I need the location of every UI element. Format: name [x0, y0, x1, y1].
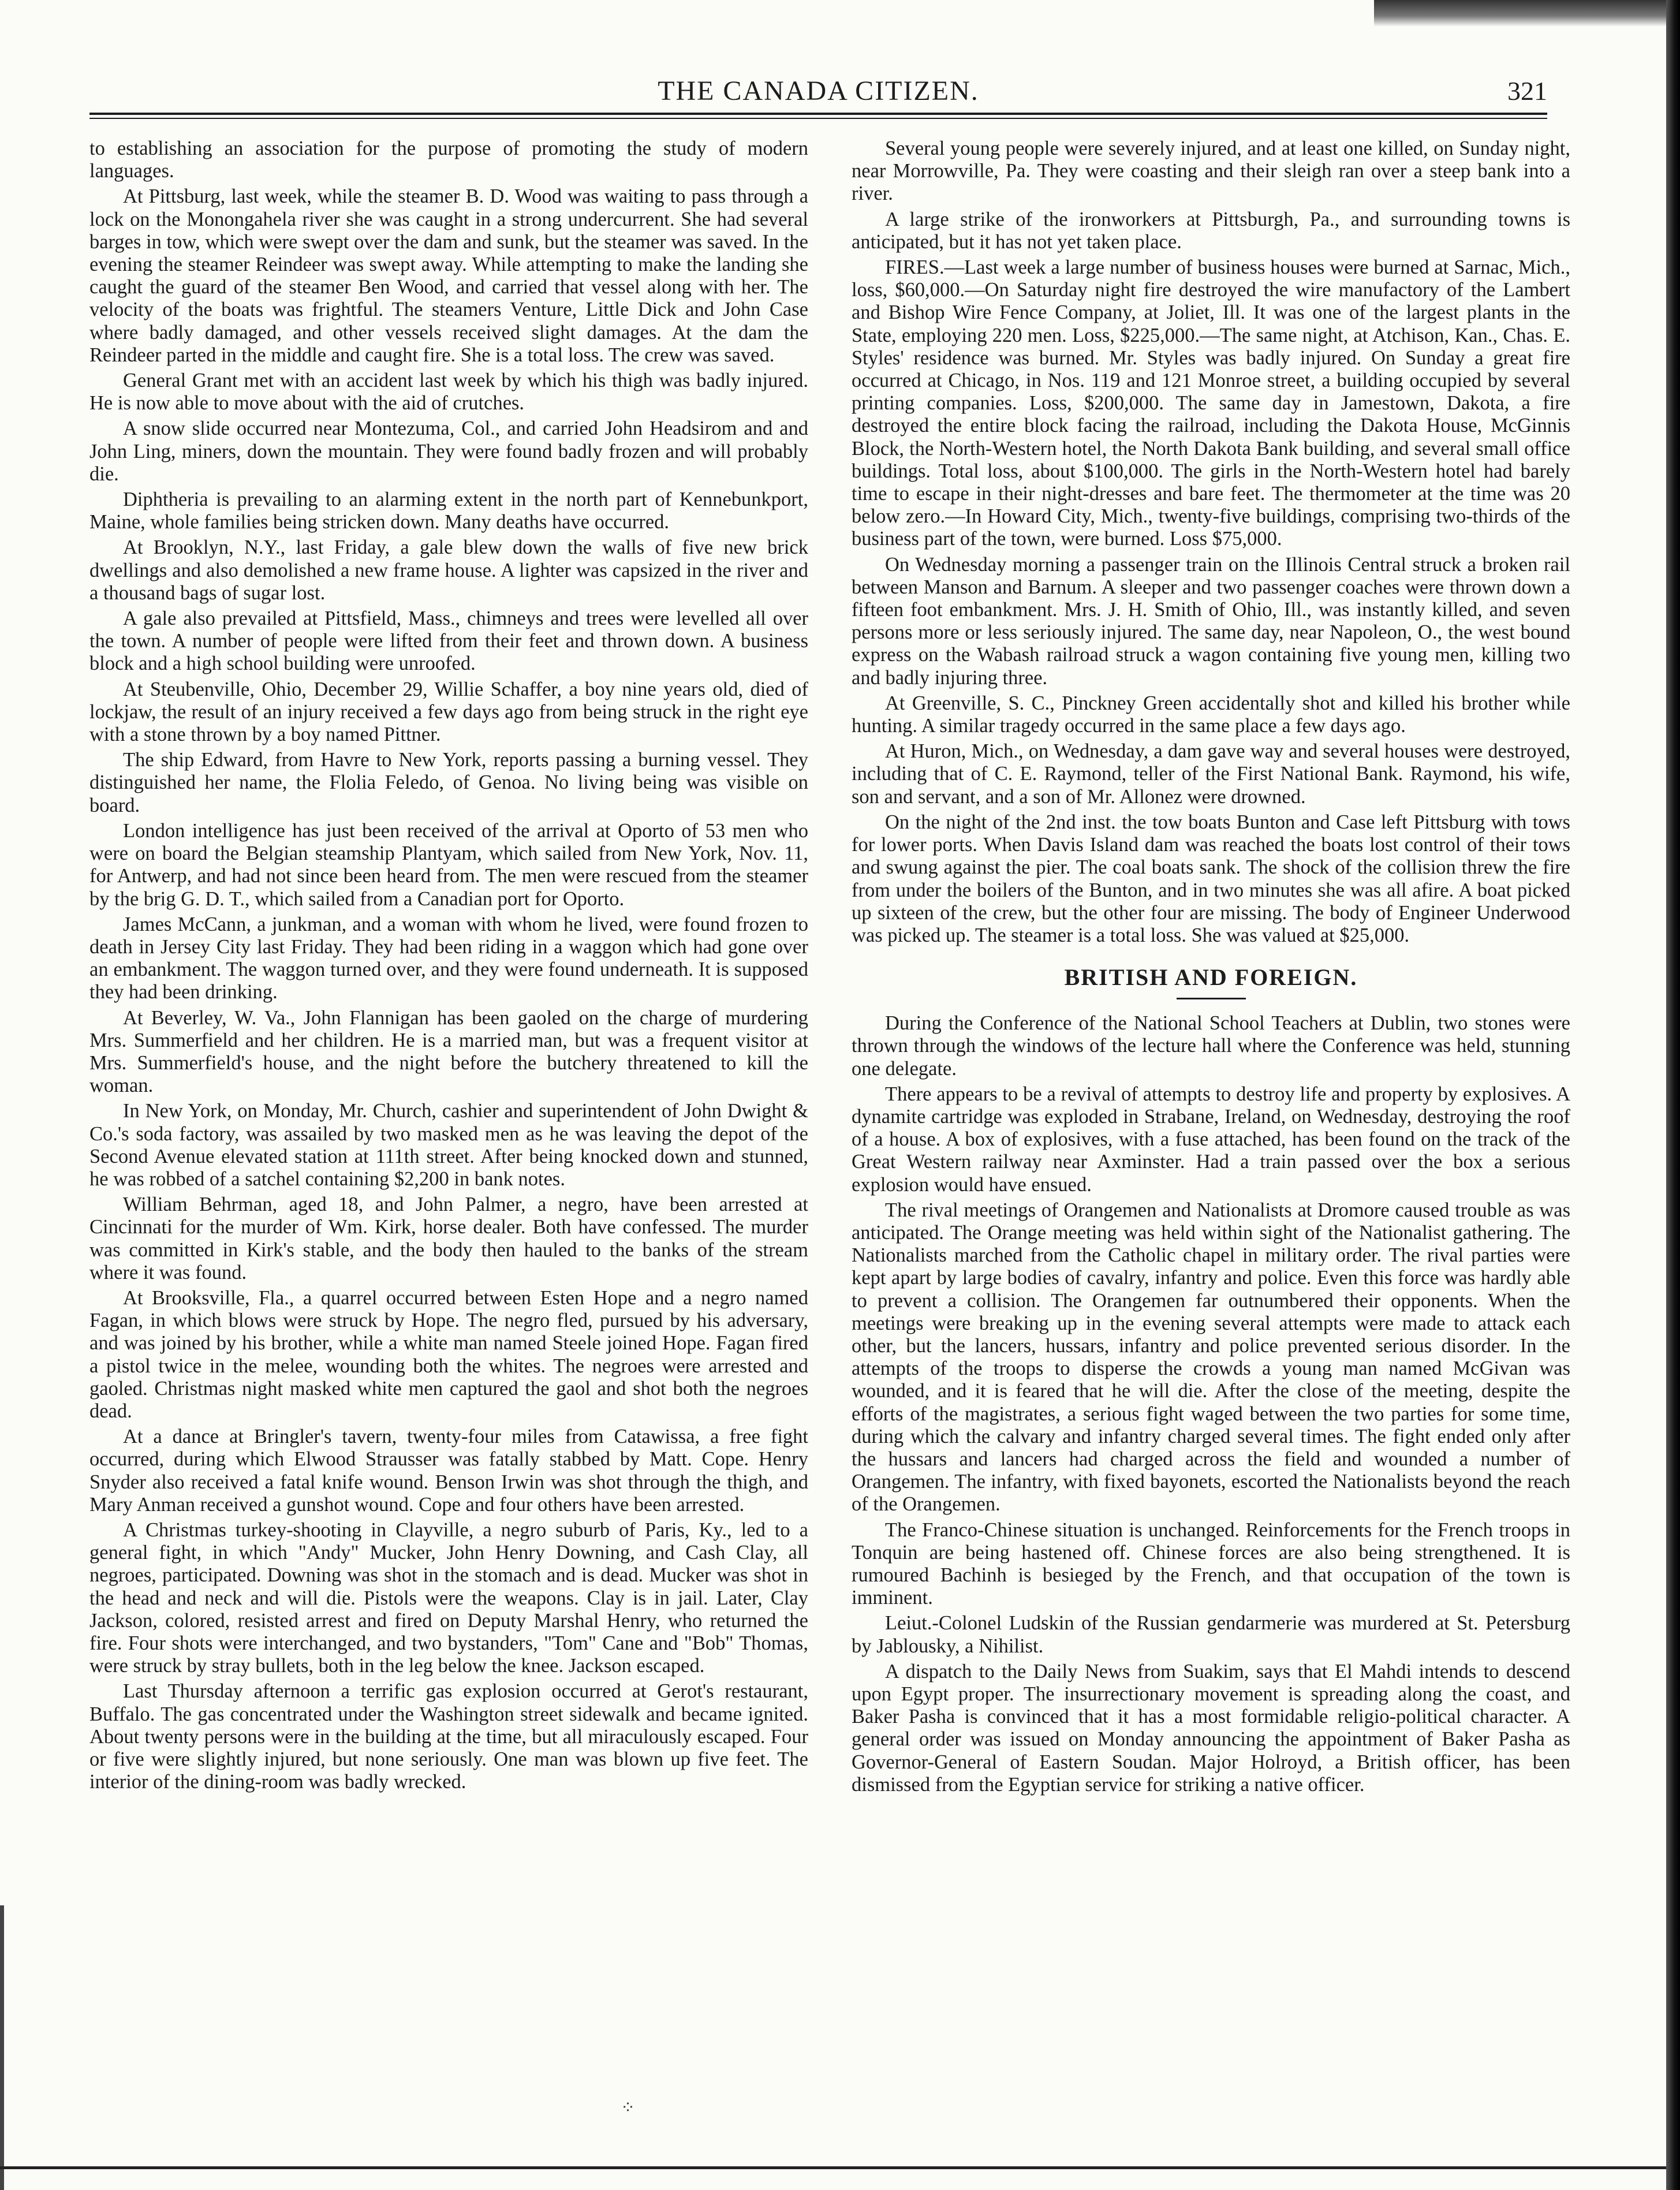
- left-column: [89, 137, 808, 1796]
- paragraph: At Pittsburg, last week, while the steamer B. D. Wood was waiting to pass through a lock on the Monongahela river she was caught in a strong undercurrent. She had several barges in tow, which were swept over the dam and sunk, but the steamer was saved. In the evening the steamer Reindeer was swept away. While attempting to make the landing she caught the guard of the steamer Ben Wood, and carried that vessel along with her. The velocity of the boats was frightful. The steamers Venture, Little Dick and John Case where badly damaged, and other vessels received slight damages. At the dam the Reindeer parted in the middle and caught fire. She is a total loss. The crew was saved.: [89, 185, 808, 366]
- paragraph: At Beverley, W. Va., John Flannigan has been gaoled on the charge of murdering Mrs. Summerfield and her children. He is a married man, but was a frequent visitor at Mrs. Summerfield's house, and the night before the butchery threatened to kill the woman.: [89, 1006, 808, 1097]
- page-number: 321: [1507, 76, 1547, 106]
- running-title: THE CANADA CITIZEN.: [658, 76, 979, 106]
- paragraph: The Franco-Chinese situation is unchanged. Reinforcements for the French troops in Tonquin are being hastened off. Chinese forces are also being strengthened. It is rumoured Bachinh is besieged by the French, and that occupation of the town is imminent.: [852, 1519, 1570, 1609]
- paragraph: On the night of the 2nd inst. the tow boats Bunton and Case left Pittsburg with tows for lower ports. When Davis Island dam was reached the boats lost control of their tows and swung against the pier. The coal boats sank. The shock of the collision threw the fire from under the boilers of the Bunton, and in two minutes she was all afire. A boat picked up sixteen of the crew, but the other four are missing. The body of Engineer Underwood was picked up. The steamer is a total loss. She was valued at $25,000.: [852, 811, 1570, 946]
- paragraph: During the Conference of the National School Teachers at Dublin, two stones were thrown through the windows of the lecture hall where the Conference was held, stunning one delegate.: [852, 1012, 1570, 1080]
- section-rule: [1177, 998, 1246, 999]
- paragraph: At Steubenville, Ohio, December 29, Willie Schaffer, a boy nine years old, died of lockjaw, the result of an injury received a few days ago from being struck in the right eye with a stone thrown by a boy named Pittner.: [89, 678, 808, 746]
- paragraph: A Christmas turkey-shooting in Clayville, a negro suburb of Paris, Ky., led to a general fight, in which "Andy" Mucker, John Henry Downing, and Cash Clay, all negroes, participated. Downing was shot in the stomach and is dead. Mucker was shot in the head and neck and will die. Pistols were the weapons. Clay is in jail. Later, Clay Jackson, colored, resisted arrest and fired on Deputy Marshal Henry, who returned the fire. Four shots were interchanged, and two bystanders, "Tom" Cane and "Bob" Thomas, were struck by stray bullets, both in the leg below the knee. Jackson escaped.: [89, 1519, 808, 1677]
- paragraph: A large strike of the ironworkers at Pittsburgh, Pa., and surrounding towns is anticipated, but it has not yet taken place.: [852, 208, 1570, 253]
- paragraph: to establishing an association for the purpose of promoting the study of modern languages.: [89, 137, 808, 182]
- paragraph: At Brooklyn, N.Y., last Friday, a gale blew down the walls of five new brick dwellings and also demolished a new frame house. A lighter was capsized in the river and a thousand bags of sugar lost.: [89, 536, 808, 604]
- paragraph: The rival meetings of Orangemen and Nationalists at Dromore caused trouble as was anticipated. The Orange meeting was held within sight of the Nationalist gathering. The Nationalists marched from the Catholic chapel in military order. The rival parties were kept apart by large bodies of cavalry, infantry and police. Even this force was hardly able to prevent a collision. The Orangemen far outnumbered their opponents. When the meetings were breaking up in the evening several attempts were made to attack each other, but the lancers, hussars, infantry and police prevented serious disorder. In the attempts of the troops to disperse the crowds a young man named McGivan was wounded, and it is feared that he will die. After the close of the meeting, despite the efforts of the magistrates, a serious fight waged between the two parties for some time, during which the calvary and infantry charged several times. The fight ended only after the hussars and lancers had charged across the field and wounded a number of Orangemen. The infantry, with fixed bayonets, escorted the Nationalists beyond the reach of the Orangemen.: [852, 1199, 1570, 1516]
- paragraph: A dispatch to the Daily News from Suakim, says that El Mahdi intends to descend upon Egypt proper. The insurrectionary movement is spreading along the coast, and Baker Pasha is convinced that it has a most formidable religio-political character. A general order was issued on Monday announcing the appointment of Baker Pasha as Governor-General of Eastern Soudan. Major Holroyd, a British officer, has been dismissed from the Egyptian service for striking a native officer.: [852, 1660, 1570, 1796]
- header-rule: [89, 113, 1547, 119]
- scan-edge-shadow-left: [0, 1905, 4, 2190]
- paragraph: FIRES.—Last week a large number of business houses were burned at Sarnac, Mich., loss, $60,000.—On Saturday night fire destroyed the wire manufactory of the Lambert and Bishop Wire Fence Company, at Joliet, Ill. It was one of the largest plants in the State, employing 220 men. Loss, $225,000.—The same night, at Atchison, Kan., Chas. E. Styles' residence was burned. Mr. Styles was badly injured. On Sunday a great fire occurred at Chicago, in Nos. 119 and 121 Monroe street, a building occupied by several printing companies. Loss, $200,000. The same day in Jamestown, Dakota, a fire destroyed the entire block facing the railroad, including the Dakota House, McGinnis Block, the North-Western hotel, the North Dakota Bank building, and several small office buildings. Total loss, about $100,000. The girls in the North-Western hotel had barely time to escape in their night-dresses and bare feet. The thermometer at the time was 20 below zero.—In Howard City, Mich., twenty-five buildings, comprising two-thirds of the business part of the town, were burned. Loss $75,000.: [852, 256, 1570, 550]
- paragraph: There appears to be a revival of attempts to destroy life and property by explosives. A dynamite cartridge was exploded in Strabane, Ireland, on Wednesday, destroying the roof of a house. A box of explosives, with a fuse attached, has been found on the track of the Great Western railway near Axminster. Had a train passed over the box a serious explosion would have ensued.: [852, 1083, 1570, 1196]
- scan-edge-shadow: [1666, 0, 1680, 2190]
- paragraph: On Wednesday morning a passenger train on the Illinois Central struck a broken rail between Manson and Barnum. A sleeper and two passenger coaches were thrown down a fifteen foot embankment. Mrs. J. H. Smith of Ohio, Ill., was instantly killed, and seven persons more or less seriously injured. The same day, near Napoleon, O., the west bound express on the Wabash railroad struck a wagon containing five young men, killing two and badly injuring three.: [852, 553, 1570, 689]
- section-heading: BRITISH AND FOREIGN.: [1064, 964, 1358, 991]
- paragraph: William Behrman, aged 18, and John Palmer, a negro, have been arrested at Cincinnati for the murder of Wm. Kirk, horse dealer. Both have confessed. The murder was committed in Kirk's stable, and the body then hauled to the banks of the stream where it was found.: [89, 1193, 808, 1284]
- paragraph: Last Thursday afternoon a terrific gas explosion occurred at Gerot's restaurant, Buffalo. The gas concentrated under the Washington street sidewalk and became ignited. About twenty persons were in the building at the time, but all miraculously escaped. Four or five were slightly injured, but none seriously. One man was blown up five feet. The interior of the dining-room was badly wrecked.: [89, 1680, 808, 1793]
- paragraph: London intelligence has just been received of the arrival at Oporto of 53 men who were on board the Belgian steamship Plantyam, which sailed from New York, Nov. 11, for Antwerp, and had not since been heard from. The men were rescued from the steamer by the brig G. D. T., which sailed from a Canadian port for Oporto.: [89, 819, 808, 910]
- running-head: [89, 74, 1547, 114]
- paragraph: At Greenville, S. C., Pinckney Green accidentally shot and killed his brother while hunting. A similar tragedy occurred in the same place a few days ago.: [852, 692, 1570, 737]
- paragraph: General Grant met with an accident last week by which his thigh was badly injured. He is now able to move about with the aid of crutches.: [89, 370, 808, 415]
- scan-edge-shadow-top: [1374, 0, 1666, 27]
- paragraph: Diphtheria is prevailing to an alarming extent in the north part of Kennebunkport, Maine, whole families being stricken down. Many deaths have occurred.: [89, 488, 808, 533]
- paragraph: A gale also prevailed at Pittsfield, Mass., chimneys and trees were levelled all over the town. A number of people were lifted from their feet and thrown down. A business block and a high school building were unroofed.: [89, 607, 808, 675]
- paragraph: Leiut.-Colonel Ludskin of the Russian gendarmerie was murdered at St. Petersburg by Jablousky, a Nihilist.: [852, 1612, 1570, 1657]
- right-column: [852, 137, 1570, 1799]
- paragraph: Several young people were severely injured, and at least one killed, on Sunday night, near Morrowville, Pa. They were coasting and their sleigh ran over a steep bank into a river.: [852, 137, 1570, 205]
- paragraph: At Brooksville, Fla., a quarrel occurred between Esten Hope and a negro named Fagan, in which blows were struck by Hope. The negro fled, pursued by his adversary, and was joined by his brother, while a white man named Steele joined Hope. Fagan fired a pistol twice in the melee, wounding both the whites. The negroes were arrested and gaoled. Christmas night masked white men captured the gaol and shot both the negroes dead.: [89, 1286, 808, 1422]
- bottom-rule: [0, 2166, 1666, 2169]
- paragraph: James McCann, a junkman, and a woman with whom he lived, were found frozen to death in Jersey City last Friday. They had been riding in a waggon which had gone over an embankment. The waggon turned over, and they were found underneath. It is supposed they had been drinking.: [89, 913, 808, 1003]
- printer-mark: ⁘: [621, 2098, 636, 2117]
- paragraph: A snow slide occurred near Montezuma, Col., and carried John Headsirom and and John Ling, miners, down the mountain. They were found badly frozen and will probably die.: [89, 417, 808, 485]
- paragraph: At Huron, Mich., on Wednesday, a dam gave way and several houses were destroyed, including that of C. E. Raymond, teller of the First National Bank. Raymond, his wife, son and servant, and a son of Mr. Allonez were drowned.: [852, 740, 1570, 808]
- paragraph: At a dance at Bringler's tavern, twenty-four miles from Catawissa, a free fight occurred, during which Elwood Strausser was fatally stabbed by Matt. Cope. Henry Snyder also received a fatal knife wound. Benson Irwin was shot through the thigh, and Mary Anman received a gunshot wound. Cope and four others have been arrested.: [89, 1426, 808, 1516]
- paragraph: The ship Edward, from Havre to New York, reports passing a burning vessel. They distinguished her name, the Flolia Feledo, of Genoa. No living being was visible on board.: [89, 749, 808, 816]
- paragraph: In New York, on Monday, Mr. Church, cashier and superintendent of John Dwight & Co.'s soda factory, was assailed by two masked men as he was leaving the depot of the Second Avenue elevated station at 111th street. After being knocked down and stunned, he was robbed of a satchel containing $2,200 in bank notes.: [89, 1100, 808, 1190]
